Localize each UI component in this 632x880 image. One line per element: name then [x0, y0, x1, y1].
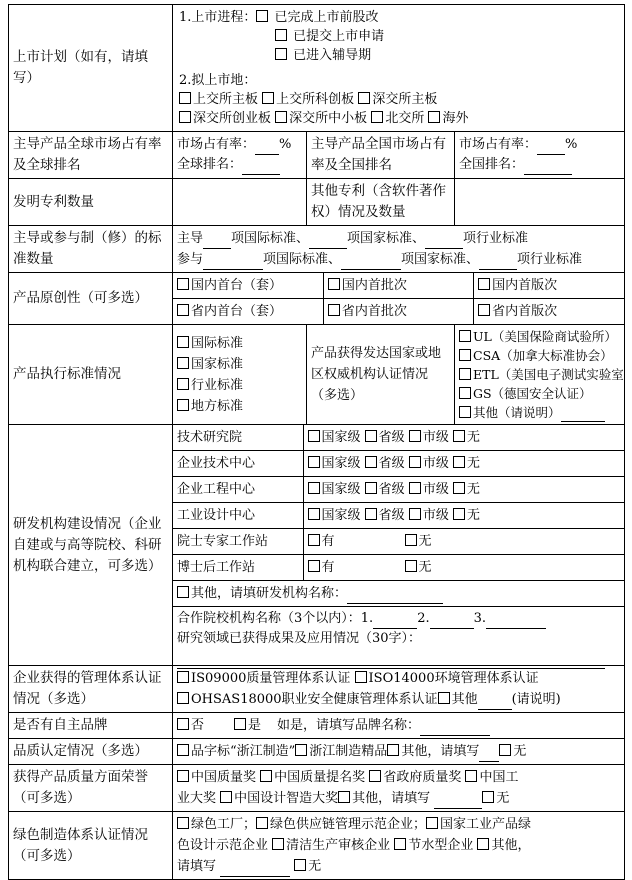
- option-label: 其他: [451, 692, 478, 707]
- option-label: 其他，: [491, 838, 531, 853]
- checkbox-honor-none[interactable]: [482, 791, 494, 803]
- patent-row: [9, 179, 625, 226]
- option-label: 无: [466, 508, 480, 523]
- option-label: 市级: [422, 508, 449, 523]
- enterprise-info-form: [8, 4, 625, 880]
- checkbox-zhejiang-made[interactable]: [177, 744, 189, 756]
- intl-label: 项国际标准、: [263, 252, 342, 267]
- option-label: 省内首版次: [492, 304, 558, 319]
- listing-plan-row: [9, 5, 625, 132]
- green-label: 绿色制造体系认证情况（可多选）: [9, 812, 173, 880]
- intl-label: 项国际标准、: [231, 231, 310, 246]
- checkbox-level-national[interactable]: [308, 456, 320, 468]
- lead-nat-field[interactable]: [309, 234, 347, 249]
- checkbox-ind-std[interactable]: [177, 378, 189, 390]
- exec-standard-row: [9, 325, 625, 425]
- checkbox-green-supply[interactable]: [256, 817, 268, 829]
- checkbox-gs[interactable]: [459, 387, 471, 399]
- join-label: 参与: [177, 252, 204, 267]
- rnd-row-1: [173, 425, 624, 451]
- global-share-label: 市场占有率：: [177, 137, 256, 152]
- option-label: 国家级: [321, 430, 361, 445]
- checkbox-china-design[interactable]: [220, 791, 232, 803]
- checkbox-level-city[interactable]: [409, 482, 421, 494]
- percent-sign: %: [565, 137, 578, 152]
- checkbox-place-1[interactable]: [179, 92, 191, 104]
- checkbox-first-edition-national[interactable]: [478, 278, 490, 290]
- checkbox-place-6[interactable]: [371, 111, 383, 123]
- option-label: 无: [308, 859, 322, 874]
- checkbox-rnd-other[interactable]: [177, 586, 189, 598]
- option-label: 省内首台（套）: [191, 304, 283, 319]
- option-label: CSA（加拿大标准协会）: [473, 348, 613, 363]
- rnd-type-label: 博士后工作站: [173, 555, 303, 581]
- lead-label: 主导: [177, 231, 204, 246]
- option-label: 其他，请填写: [352, 791, 431, 806]
- patent-count-field[interactable]: [173, 179, 307, 226]
- quality-other-field[interactable]: [479, 747, 499, 762]
- option-label: 无: [513, 744, 527, 759]
- honor-label: 获得产品质量方面荣誉（可多选）: [9, 765, 173, 812]
- option-label: 是: [248, 718, 262, 733]
- option-label: 国家标准: [191, 356, 244, 372]
- mgmt-row: [9, 666, 625, 713]
- checkbox-first-edition-province[interactable]: [478, 304, 490, 316]
- checkbox-no[interactable]: [405, 534, 417, 546]
- checkbox-place-3[interactable]: [358, 92, 370, 104]
- option-label: 色设计示范企业: [177, 838, 269, 853]
- checkbox-water-saving[interactable]: [394, 838, 406, 850]
- rnd-row-6: [173, 555, 624, 581]
- option-label: 其他，请填写: [401, 744, 480, 759]
- note-label: (请说明): [511, 692, 561, 707]
- rnd-row-4: [173, 503, 624, 529]
- option-label: 省级: [378, 430, 405, 445]
- checkbox-first-set-national[interactable]: [177, 278, 189, 290]
- market-share-row: [9, 132, 625, 179]
- cert-label: 产品获得发达国家或地区权威机构认证情况（多选）: [307, 325, 455, 425]
- option-label: 地方标准: [191, 398, 244, 414]
- checkbox-level-province[interactable]: [365, 430, 377, 442]
- listing-plan-label: 上市计划（如有，请填写）: [9, 5, 173, 132]
- option-label: 国家级: [321, 456, 361, 471]
- checkbox-intl-std[interactable]: [177, 336, 189, 348]
- rnd-type-label: 企业工程中心: [173, 477, 303, 503]
- global-share-field[interactable]: [255, 140, 279, 155]
- option-label: 品字标“浙江制造”: [191, 744, 296, 759]
- checkbox-nat-std[interactable]: [177, 357, 189, 369]
- option-label: 深交所中小板: [289, 111, 368, 126]
- option-label: 绿色工厂；: [191, 817, 257, 832]
- checkbox-csa[interactable]: [459, 349, 471, 361]
- national-share-label: 市场占有率：: [459, 137, 538, 152]
- checkbox-level-none[interactable]: [453, 482, 465, 494]
- checkbox-first-batch-province[interactable]: [328, 304, 340, 316]
- option-label: 无: [466, 482, 480, 497]
- option-label: 国内首版次: [492, 278, 558, 293]
- originality-label: 产品原创性（可多选）: [9, 273, 173, 325]
- checkbox-level-none[interactable]: [453, 430, 465, 442]
- checkbox-yes[interactable]: [308, 534, 320, 546]
- checkbox-local-std[interactable]: [177, 399, 189, 411]
- checkbox-quality-other[interactable]: [387, 744, 399, 756]
- checkbox-level-city[interactable]: [409, 508, 421, 520]
- option-label: 请填写: [177, 859, 217, 874]
- lead-intl-field[interactable]: [203, 234, 231, 249]
- listing-progress-title: 1.上市进程：: [179, 10, 257, 25]
- option-label: 行业标准: [191, 377, 244, 393]
- national-share-field[interactable]: [537, 140, 565, 155]
- join-nat-field[interactable]: [341, 255, 401, 270]
- quality-cert-label: 品质认定情况（多选）: [9, 739, 173, 765]
- patent-label: 发明专利数量: [9, 179, 173, 226]
- option-label: 深交所创业板: [193, 111, 272, 126]
- checkbox-level-province[interactable]: [365, 482, 377, 494]
- option-label: 其他（请说明）: [473, 405, 561, 420]
- checkbox-provincial-quality[interactable]: [369, 770, 381, 782]
- rnd-row: [9, 425, 625, 666]
- option-label: 省级: [378, 482, 405, 497]
- option-label: 绿色供应链管理示范企业；: [270, 817, 427, 832]
- result-label: 研究领域已获得成果及应用情况（30字）：: [177, 631, 422, 646]
- rnd-label: 研发机构建设情况（企业自建或与高等院校、科研机构联合建立，可多选）: [9, 425, 173, 666]
- option-label: GS（德国安全认证）: [473, 386, 592, 401]
- checkbox-ul[interactable]: [459, 330, 471, 342]
- checkbox-china-industry[interactable]: [465, 770, 477, 782]
- option-label: 海外: [442, 111, 469, 126]
- join-intl-field[interactable]: [203, 255, 263, 270]
- lead-ind-field[interactable]: [425, 234, 463, 249]
- coop-field-1[interactable]: [373, 614, 417, 629]
- result-field[interactable]: [177, 654, 605, 669]
- checkbox-brand-yes[interactable]: [234, 718, 246, 730]
- checkbox-mgmt-other[interactable]: [438, 692, 450, 704]
- national-rank-label: 全国排名：: [459, 157, 525, 172]
- checkbox-progress-1[interactable]: [256, 10, 268, 22]
- mgmt-label: 企业获得的管理体系认证情况（多选）: [9, 666, 173, 713]
- checkbox-level-national[interactable]: [308, 482, 320, 494]
- coop-label: 3.: [473, 611, 486, 626]
- rnd-type-label: 技术研究院: [173, 425, 303, 451]
- option-label: 省内首批次: [341, 304, 407, 319]
- brand-row: [9, 713, 625, 739]
- national-market-label: 主导产品全国市场占有率及全国排名: [307, 132, 455, 179]
- option-label: 中国工: [479, 770, 519, 785]
- ind-label: 项行业标准: [463, 231, 529, 246]
- option-label: ISO14000环境管理体系认证: [368, 671, 539, 686]
- checkbox-iso14000[interactable]: [355, 671, 367, 683]
- checkbox-green-other[interactable]: [477, 838, 489, 850]
- originality-row: [9, 273, 625, 325]
- option-label: OHSAS18000职业安全健康管理体系认证: [191, 692, 438, 707]
- checkbox-iso9000[interactable]: [177, 671, 189, 683]
- brand-label: 是否有自主品牌: [9, 713, 173, 739]
- option-label: IS09000质量管理体系认证: [191, 671, 351, 686]
- checkbox-place-7[interactable]: [428, 111, 440, 123]
- rnd-row-other: [173, 581, 624, 607]
- rnd-row-3: [173, 477, 624, 503]
- option-label: 无: [496, 791, 510, 806]
- checkbox-level-city[interactable]: [409, 430, 421, 442]
- checkbox-clean-production[interactable]: [272, 838, 284, 850]
- checkbox-first-batch-national[interactable]: [328, 278, 340, 290]
- honor-row: [9, 765, 625, 812]
- checkbox-place-4[interactable]: [179, 111, 191, 123]
- checkbox-yes[interactable]: [308, 560, 320, 572]
- nat-label: 项国家标准、: [401, 252, 480, 267]
- rnd-type-label: 工业设计中心: [173, 503, 303, 529]
- option-label: 中国设计智造大奖: [234, 791, 339, 806]
- option-label: 已完成上市前股改: [274, 10, 379, 25]
- form-page: [8, 4, 624, 880]
- option-label: ETL（美国电子测试实验室: [473, 367, 624, 382]
- quality-cert-row: [9, 739, 625, 765]
- rnd-type-label: 企业技术中心: [173, 451, 303, 477]
- join-ind-field[interactable]: [479, 255, 517, 270]
- option-label: 省级: [378, 508, 405, 523]
- global-market-label: 主导产品全球市场占有率及全球排名: [9, 132, 173, 179]
- option-label: 有: [321, 534, 335, 549]
- checkbox-progress-3[interactable]: [275, 48, 287, 60]
- honor-other-field[interactable]: [434, 794, 482, 809]
- standards-row: [9, 226, 625, 273]
- checkbox-brand-no[interactable]: [177, 718, 189, 730]
- checkbox-green-factory[interactable]: [177, 817, 189, 829]
- option-label: 有: [321, 560, 335, 575]
- brand-name-field[interactable]: [420, 721, 490, 736]
- option-label: 市级: [422, 456, 449, 471]
- checkbox-level-province[interactable]: [365, 508, 377, 520]
- checkbox-green-none[interactable]: [294, 859, 306, 871]
- option-label: 省政府质量奖: [383, 770, 462, 785]
- coop-label: 2.: [417, 611, 430, 626]
- option-label: 中国质量奖: [191, 770, 257, 785]
- option-label: 否: [191, 718, 205, 733]
- option-label: UL（美国保险商试验所）: [473, 329, 617, 344]
- other-patent-label: 其他专利（含软件著作权）情况及数量: [307, 179, 455, 226]
- option-label: 业大奖: [177, 791, 217, 806]
- checkbox-china-quality-nominee[interactable]: [260, 770, 272, 782]
- standards-label: 主导或参与制（修）的标准数量: [9, 226, 173, 273]
- checkbox-first-set-province[interactable]: [177, 304, 189, 316]
- option-label: 已提交上市申请: [293, 29, 385, 44]
- checkbox-no[interactable]: [405, 560, 417, 572]
- option-label: 北交所: [385, 111, 425, 126]
- checkbox-ohsas18000[interactable]: [177, 692, 189, 704]
- checkbox-green-design[interactable]: [426, 817, 438, 829]
- checkbox-zhejiang-fine[interactable]: [295, 744, 307, 756]
- option-label: 浙江制造精品: [309, 744, 388, 759]
- global-rank-label: 全球排名：: [177, 157, 243, 172]
- option-label: 国家级: [321, 482, 361, 497]
- coop-label: 合作院校机构名称（3个以内）：1.: [177, 611, 374, 626]
- listing-place-title: 2.拟上市地：: [179, 73, 257, 88]
- option-label: 无: [418, 534, 432, 549]
- global-rank-field[interactable]: [242, 160, 280, 175]
- option-label: 已进入辅导期: [293, 48, 372, 63]
- checkbox-place-5[interactable]: [275, 111, 287, 123]
- rnd-row-coop: [173, 607, 624, 666]
- option-label: 无: [466, 430, 480, 445]
- option-label: 市级: [422, 430, 449, 445]
- coop-field-2[interactable]: [430, 614, 474, 629]
- option-label: 国际标准: [191, 335, 244, 351]
- percent-sign: %: [279, 137, 292, 152]
- green-other-field[interactable]: [220, 862, 290, 877]
- national-rank-field[interactable]: [524, 160, 572, 175]
- checkbox-quality-none[interactable]: [499, 744, 511, 756]
- option-label: 无: [466, 456, 480, 471]
- option-label: 国内首批次: [341, 278, 407, 293]
- brand-note: 如是，请填写品牌名称：: [277, 718, 421, 733]
- rnd-row-5: [173, 529, 624, 555]
- coop-field-3[interactable]: [486, 614, 546, 629]
- option-label: 国内首台（套）: [191, 278, 283, 293]
- checkbox-place-2[interactable]: [262, 92, 274, 104]
- nat-label: 项国家标准、: [347, 231, 426, 246]
- option-label: 节水型企业: [408, 838, 474, 853]
- checkbox-china-quality[interactable]: [177, 770, 189, 782]
- checkbox-honor-other[interactable]: [338, 791, 350, 803]
- option-label: 深交所主板: [372, 92, 438, 107]
- other-patent-field[interactable]: [455, 179, 625, 226]
- rnd-row-2: [173, 451, 624, 477]
- checkbox-level-city[interactable]: [409, 456, 421, 468]
- option-label: 省级: [378, 456, 405, 471]
- option-label: 市级: [422, 482, 449, 497]
- checkbox-level-national[interactable]: [308, 508, 320, 520]
- checkbox-cert-other[interactable]: [459, 406, 471, 418]
- ind-label: 项行业标准: [517, 252, 583, 267]
- mgmt-other-field[interactable]: [478, 695, 512, 710]
- rnd-other-field[interactable]: [347, 589, 443, 604]
- rnd-type-label: 院士专家工作站: [173, 529, 303, 555]
- option-label: 中国质量提名奖: [274, 770, 366, 785]
- checkbox-level-none[interactable]: [453, 456, 465, 468]
- option-label: 国家工业产品绿: [440, 817, 532, 832]
- option-label: 国家级: [321, 508, 361, 523]
- option-label: 上交所科创板: [276, 92, 355, 107]
- cert-other-field[interactable]: [561, 407, 605, 422]
- exec-standard-label: 产品执行标准情况: [9, 325, 173, 425]
- checkbox-progress-2[interactable]: [275, 29, 287, 41]
- option-label: 上交所主板: [193, 92, 259, 107]
- checkbox-etl[interactable]: [459, 368, 471, 380]
- checkbox-level-none[interactable]: [453, 508, 465, 520]
- rnd-other-label: 其他，请填研发机构名称：: [191, 586, 348, 601]
- option-label: 清洁生产审核企业: [286, 838, 391, 853]
- option-label: 无: [418, 560, 432, 575]
- checkbox-level-province[interactable]: [365, 456, 377, 468]
- checkbox-level-national[interactable]: [308, 430, 320, 442]
